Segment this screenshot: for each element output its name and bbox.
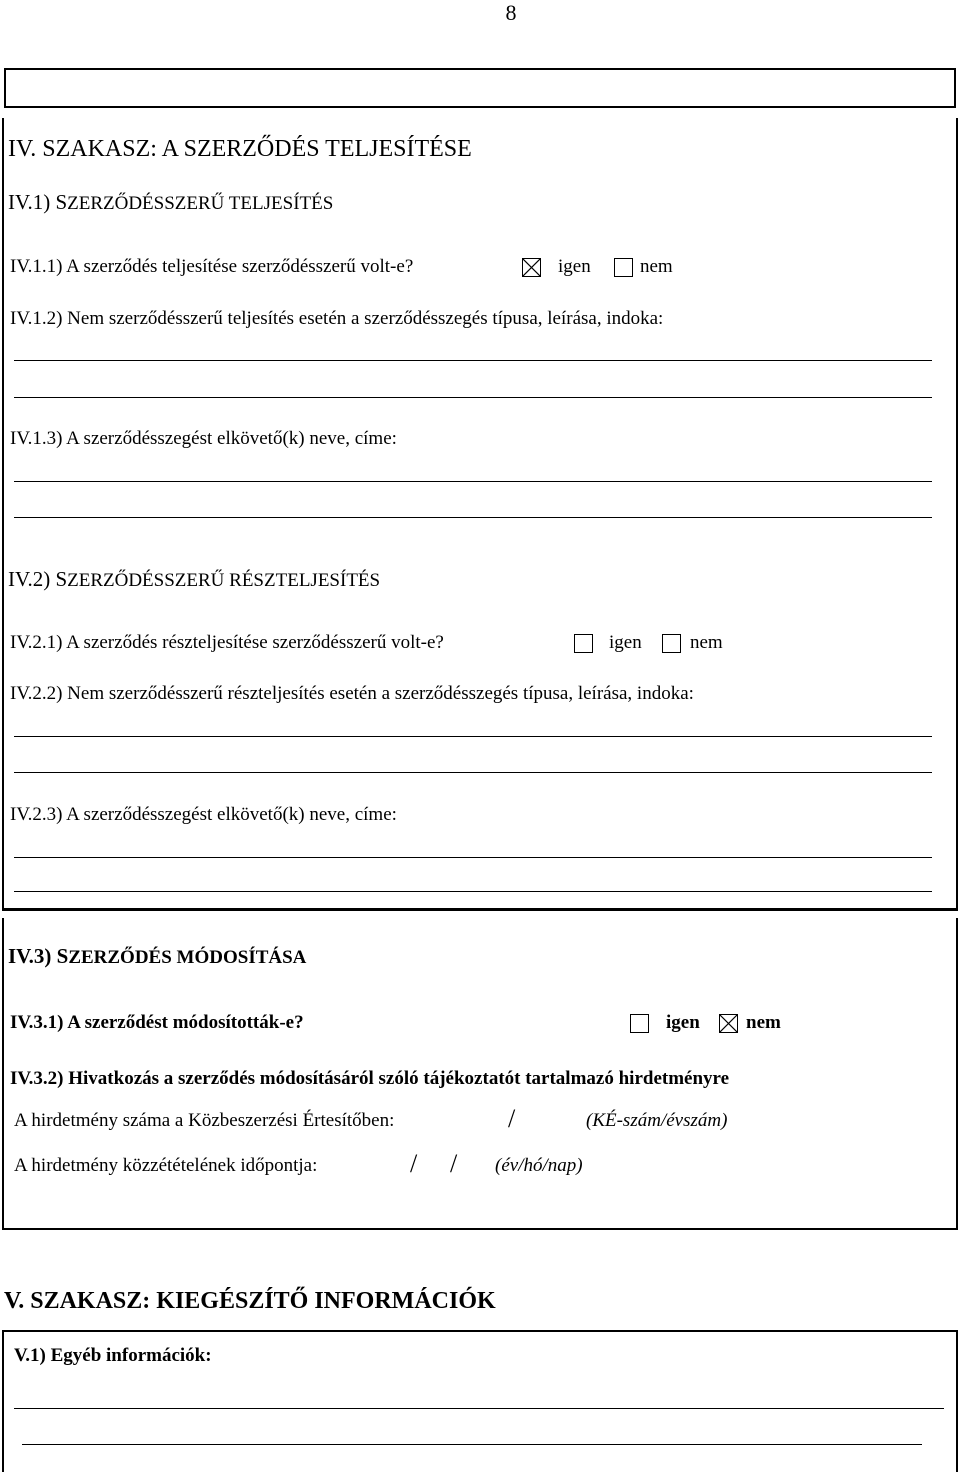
- checkbox-4-2-1-nem[interactable]: [662, 634, 681, 653]
- answer-line[interactable]: [14, 772, 932, 773]
- notice-number-hint: (KÉ-szám/évszám): [586, 1110, 728, 1131]
- checkbox-4-2-1-igen[interactable]: [574, 634, 593, 653]
- question-4-3-1: IV.3.1) A szerződést módosították-e?: [10, 1012, 304, 1033]
- subsection-4-3-heading: [8, 944, 306, 969]
- option-4-2-1-igen-label: igen: [609, 632, 642, 653]
- notice-date-hint: (év/hó/nap): [495, 1155, 583, 1176]
- question-4-2-1: IV.2.1) A szerződés részteljesítése szerződésszerű volt-e?: [10, 632, 444, 653]
- subsection-4-1-heading-prefix: IV.1) S: [8, 190, 68, 214]
- answer-line[interactable]: [14, 397, 932, 398]
- notice-date-slash: /: [410, 1149, 418, 1178]
- option-4-2-1-nem-label: nem: [690, 632, 723, 653]
- option-4-3-1-nem-label: nem: [746, 1012, 781, 1033]
- option-4-3-1-igen-label: igen: [666, 1012, 700, 1033]
- answer-line[interactable]: [22, 1444, 922, 1445]
- top-empty-box: [4, 68, 956, 108]
- subsection-4-2-heading-main: ZERZŐDÉSSZERŰ RÉSZTELJESÍTÉS: [67, 570, 381, 591]
- checkbox-4-1-1-nem[interactable]: [614, 258, 633, 277]
- answer-line[interactable]: [14, 481, 932, 482]
- question-4-1-2: IV.1.2) Nem szerződésszerű teljesítés esetén a szerződésszegés típusa, leírása, indoka:: [10, 308, 664, 329]
- option-4-1-1-nem-label: nem: [640, 256, 673, 277]
- notice-number-slash: /: [508, 1104, 516, 1133]
- checkbox-4-3-1-igen[interactable]: [630, 1014, 649, 1033]
- answer-line[interactable]: [14, 857, 932, 858]
- section-5-title: V. SZAKASZ: KIEGÉSZÍTŐ INFORMÁCIÓK: [4, 1288, 496, 1314]
- subsection-4-1-heading-main: ZERZŐDÉSSZERŰ TELJESÍTÉS: [67, 193, 334, 214]
- answer-line[interactable]: [14, 360, 932, 361]
- section-4-title: IV. SZAKASZ: A SZERZŐDÉS TELJESÍTÉSE: [8, 136, 472, 162]
- subsection-4-2-heading-prefix: IV.2) S: [8, 567, 68, 591]
- subsection-4-1-heading: [8, 190, 333, 215]
- checkbox-4-1-1-igen[interactable]: [522, 258, 541, 277]
- subsection-4-2-heading: [8, 567, 380, 592]
- question-4-2-2: IV.2.2) Nem szerződésszerű részteljesítés esetén a szerződésszegés típusa, leírása, indoka:: [10, 683, 694, 704]
- question-5-1: V.1) Egyéb információk:: [14, 1345, 212, 1366]
- answer-line[interactable]: [14, 736, 932, 737]
- page-number: 8: [505, 0, 517, 25]
- question-4-1-1: IV.1.1) A szerződés teljesítése szerződésszerű volt-e?: [10, 256, 414, 277]
- subsection-4-3-heading-main: ZERZŐDÉS MÓDOSÍTÁSA: [68, 947, 307, 968]
- question-4-1-3: IV.1.3) A szerződésszegést elkövető(k) neve, címe:: [10, 428, 397, 449]
- subsection-4-3-heading-prefix: IV.3) S: [8, 944, 69, 968]
- notice-number-label: A hirdetmény száma a Közbeszerzési Értesítőben:: [14, 1110, 395, 1131]
- notice-date-slash: /: [450, 1149, 458, 1178]
- question-4-3-2: IV.3.2) Hivatkozás a szerződés módosításáról szóló tájékoztatót tartalmazó hirdetményre: [10, 1068, 730, 1089]
- answer-line[interactable]: [14, 891, 932, 892]
- section-4-box: [2, 118, 958, 911]
- answer-line[interactable]: [14, 1408, 944, 1409]
- answer-line[interactable]: [14, 517, 932, 518]
- option-4-1-1-igen-label: igen: [558, 256, 591, 277]
- notice-date-label: A hirdetmény közzétételének időpontja:: [14, 1155, 318, 1176]
- question-4-2-3: IV.2.3) A szerződésszegést elkövető(k) neve, címe:: [10, 804, 397, 825]
- checkbox-4-3-1-nem[interactable]: [719, 1014, 738, 1033]
